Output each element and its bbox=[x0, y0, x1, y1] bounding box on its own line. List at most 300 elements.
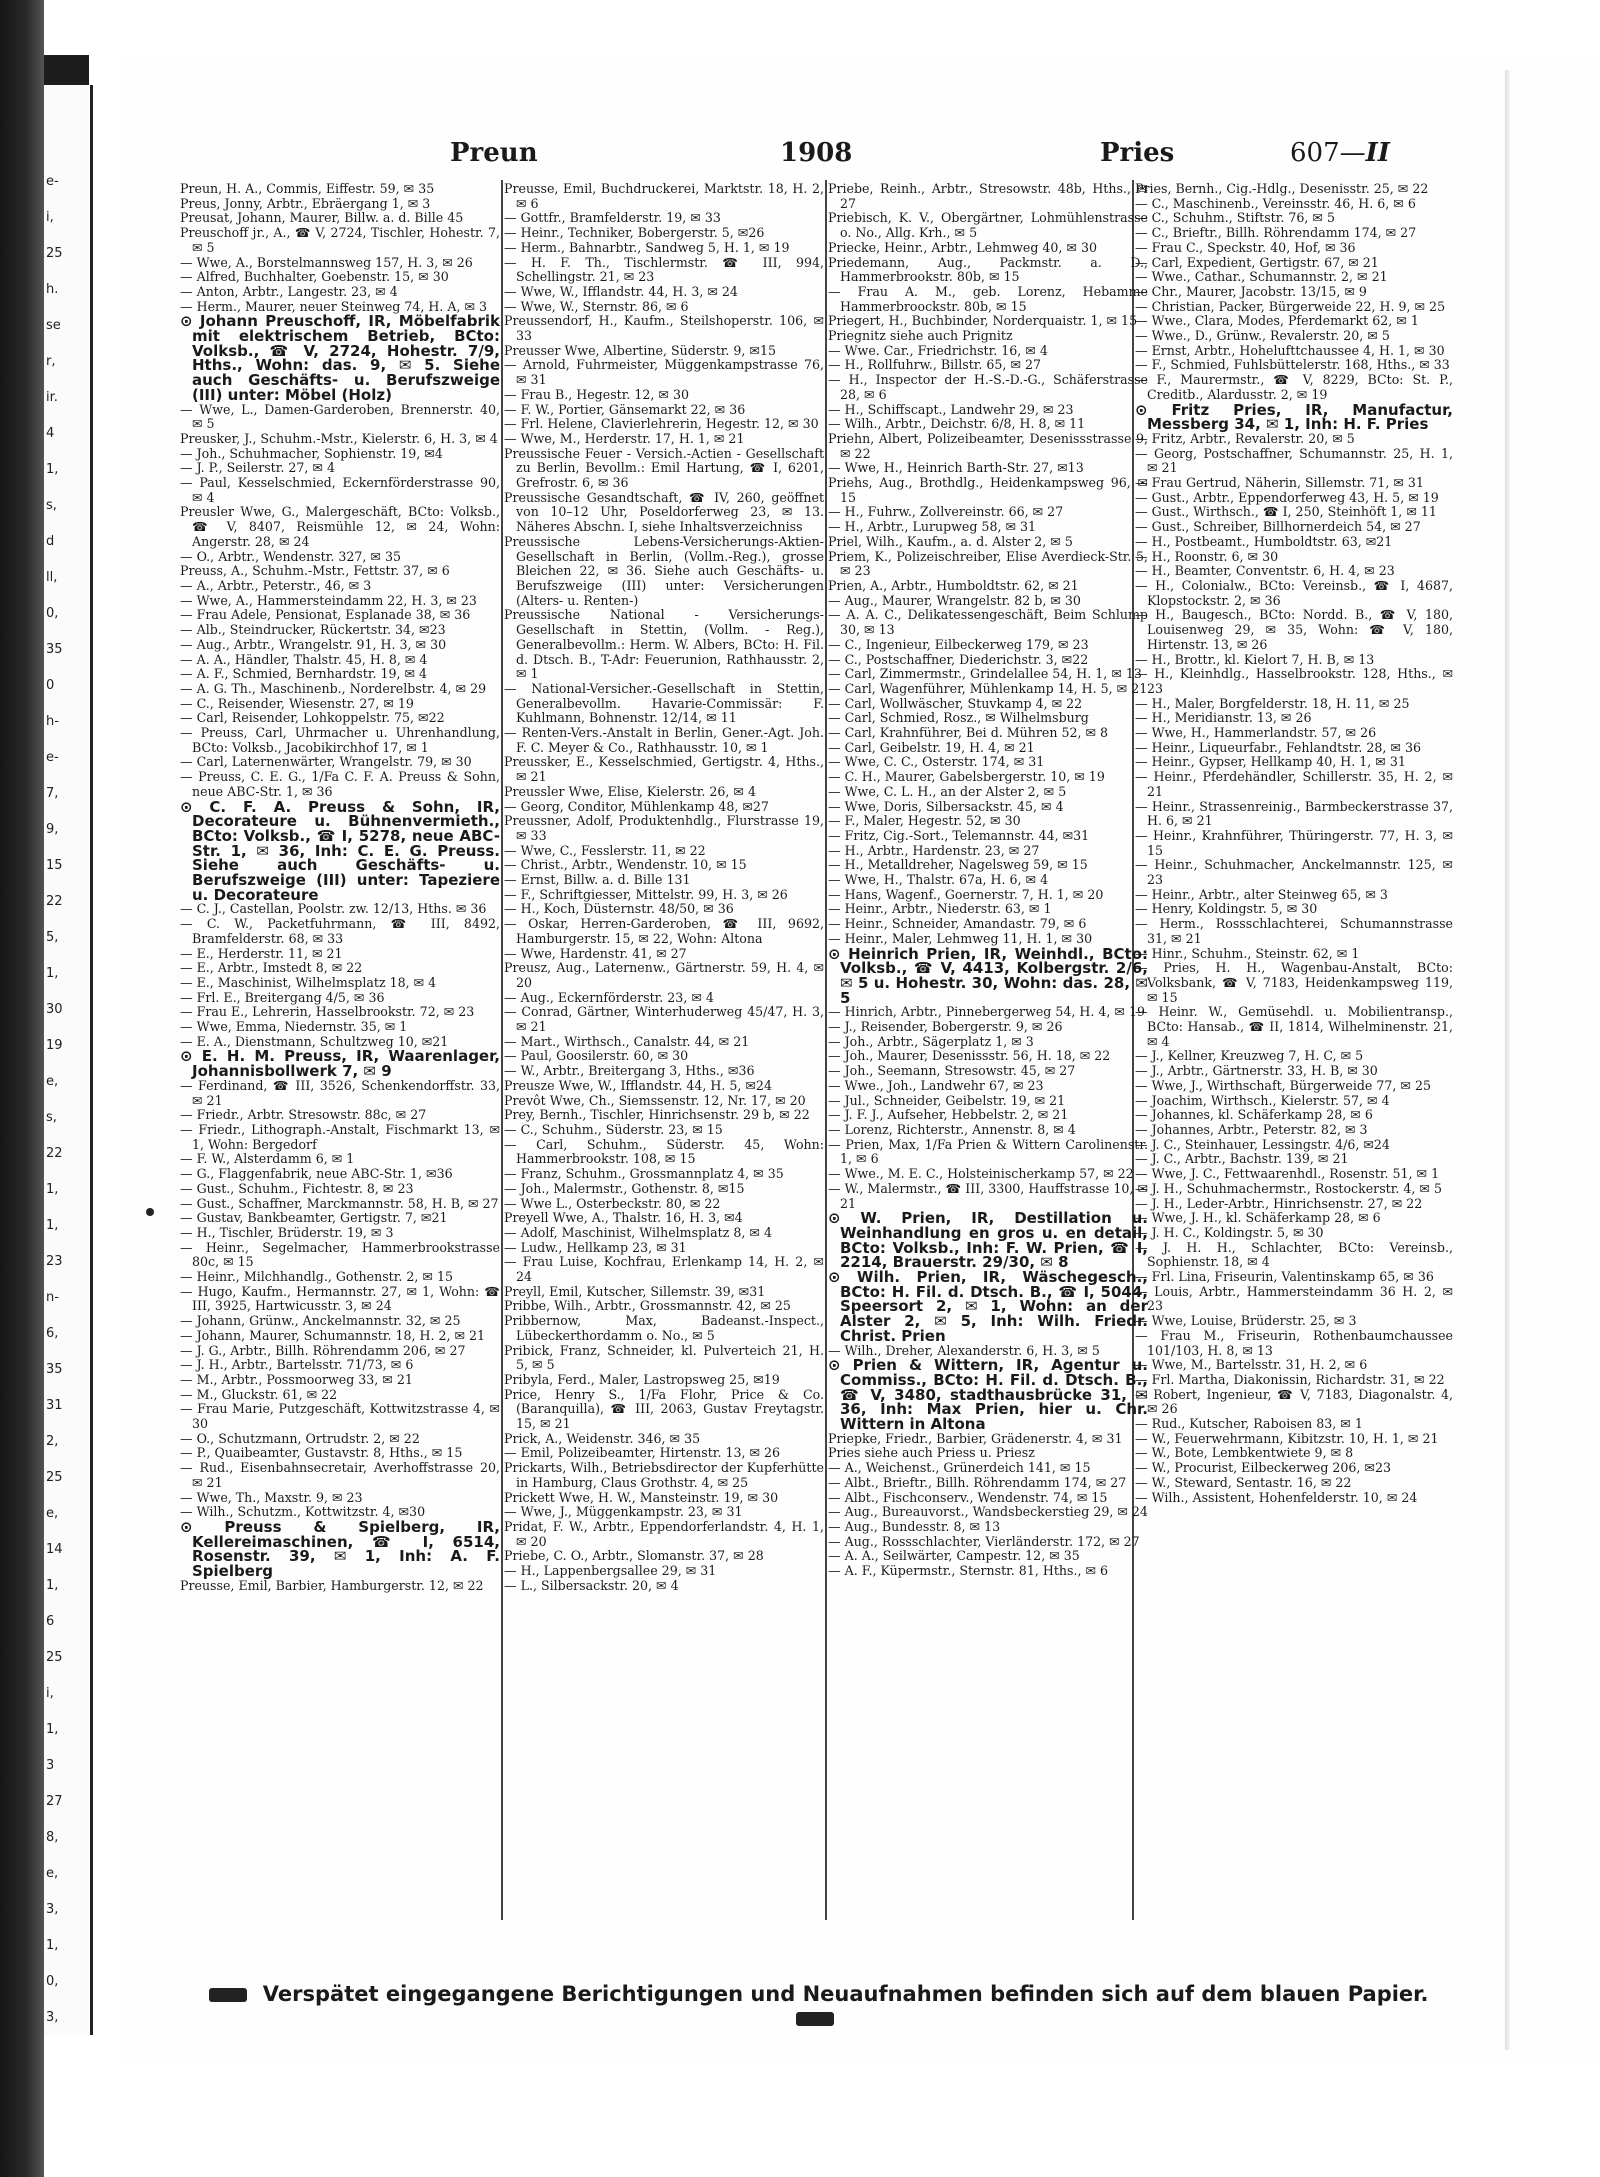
directory-entry: — J. G., Arbtr., Billh. Röhrendamm 206, ✉ 27 bbox=[180, 1342, 466, 1358]
gutter-fragment: d bbox=[46, 534, 55, 549]
directory-entry: Priedemann, Aug., Packmstr. a. D., Hammerbrookstr. 80b, ✉ 15 bbox=[828, 254, 1148, 285]
directory-entry: — J. H. H., Schlachter, BCto: Vereinsb., Sophienstr. 18, ✉ 4 bbox=[1135, 1239, 1453, 1270]
gutter-fragment: 6 bbox=[46, 1614, 55, 1629]
header-page-number: 607—II bbox=[1290, 138, 1390, 168]
directory-entry: — C., Reisender, Wiesenstr. 27, ✉ 19 bbox=[180, 695, 414, 711]
directory-entry: — Wwe, Doris, Silbersackstr. 45, ✉ 4 bbox=[828, 798, 1064, 814]
gutter-fragment: e, bbox=[46, 1506, 59, 1521]
ink-dot bbox=[146, 1208, 154, 1216]
directory-entry: ⊙ Wilh. Prien, IR, Wäschegesch., BCto: H. Fil. d. Dtsch. B., ☎ I, 5044, Speersort 2, ✉ 1, Wohn: an der Alster 2, ✉ 5, Inh: Wilh. Friedr. Christ. Prien bbox=[828, 1268, 1148, 1345]
directory-entry: — Wwe., Cathar., Schumannstr. 2, ✉ 21 bbox=[1135, 269, 1388, 285]
directory-entry: Preussker, E., Kesselschmied, Gertigstr. 4, Hths., ✉ 21 bbox=[504, 754, 824, 785]
directory-entry: — A., Arbtr., Peterstr., 46, ✉ 3 bbox=[180, 577, 372, 593]
directory-entry: — Wwe, J., Müggenkampstr. 23, ✉ 31 bbox=[504, 1504, 743, 1520]
directory-entry: Preyell Wwe, A., Thalstr. 16, H. 3, ✉4 bbox=[504, 1210, 743, 1226]
directory-entry: — Wwe, Emma, Niedernstr. 35, ✉ 1 bbox=[180, 1019, 408, 1035]
directory-entry: Preusz, Aug., Laternenw., Gärtnerstr. 59, H. 4, ✉ 20 bbox=[504, 960, 824, 990]
gutter-fragment: h. bbox=[46, 282, 59, 297]
directory-entry: — Fritz, Arbtr., Revalerstr. 20, ✉ 5 bbox=[1135, 430, 1355, 446]
pointing-hand-icon bbox=[796, 2012, 834, 2026]
directory-entry: Preussische National - Versicherungs-Gesellschaft in Stettin, (Vollm. - Reg.), Generalbevollm.: Herm. W. Albers, BCto: H. Fil. d. Dtsch. B., T-Adr: Feuerunion, Rathhausstr. 2, ✉ 1 bbox=[504, 607, 824, 682]
directory-entry: — Heinr. W., Gemüsehdl. u. Mobilientransp., BCto: Hansab., ☎ II, 1814, Wilhelminenstr. 21, ✉ 4 bbox=[1135, 1004, 1453, 1049]
directory-entry: Prick, A., Weidenstr. 346, ✉ 35 bbox=[504, 1430, 701, 1446]
directory-column-2 bbox=[504, 182, 824, 1902]
directory-entry: Priegnitz siehe auch Prignitz bbox=[828, 328, 1013, 344]
directory-entry: — Gottfr., Bramfelderstr. 19, ✉ 33 bbox=[504, 210, 721, 226]
gutter-fragment: 25 bbox=[46, 246, 63, 261]
directory-entry: — Carl, Reisender, Lohkoppelstr. 75, ✉22 bbox=[180, 710, 445, 726]
gutter-fragment: 8, bbox=[46, 1830, 59, 1845]
directory-entry: — Alb., Steindrucker, Rückertstr. 34, ✉23 bbox=[180, 622, 446, 638]
directory-entry: — Frau M., Friseurin, Rothenbaumchaussee 101/103, H. 8, ✉ 13 bbox=[1135, 1327, 1453, 1358]
gutter-fragment: e- bbox=[46, 174, 59, 189]
directory-entry: — Frl. E., Breitergang 4/5, ✉ 36 bbox=[180, 989, 385, 1005]
directory-entry: ⊙ Johann Preuschoff, IR, Möbelfabrik mit elektrischem Betrieb, BCto: Volksb., ☎ V, 2724, Hohestr. 7/9, Hths., Wohn: das. 9, ✉ 5. Siehe auch Geschäfts- u. Berufszweige (III) unter: Möbel (Holz) bbox=[180, 312, 500, 404]
column-rule bbox=[501, 180, 503, 1920]
directory-entry: — A. F., Küpermstr., Sternstr. 81, Hths., ✉ 6 bbox=[828, 1563, 1109, 1579]
directory-entry: — A. A., Seilwärter, Campestr. 12, ✉ 35 bbox=[828, 1548, 1080, 1564]
directory-entry: — Hans, Wagenf., Goernerstr. 7, H. 1, ✉ 20 bbox=[828, 886, 1104, 902]
directory-entry: — Heinr., Strassenreinig., Barmbeckerstrasse 37, H. 6, ✉ 21 bbox=[1135, 798, 1453, 829]
gutter-fragment: 9, bbox=[46, 822, 59, 837]
directory-entry: — H., Inspector der H.-S.-D.-G., Schäferstrasse 28, ✉ 6 bbox=[828, 372, 1148, 402]
directory-entry: — Frau E., Lehrerin, Hasselbrookstr. 72, ✉ 23 bbox=[180, 1004, 475, 1020]
directory-entry: — Wwe, C. C., Osterstr. 174, ✉ 31 bbox=[828, 754, 1045, 770]
directory-entry: — J., Kellner, Kreuzweg 7, H. C, ✉ 5 bbox=[1135, 1048, 1364, 1064]
directory-entry: Priehn, Albert, Polizeibeamter, Desenissstrasse 9, ✉ 22 bbox=[828, 430, 1148, 461]
directory-entry: — E. A., Dienstmann, Schultzweg 10, ✉21 bbox=[180, 1033, 449, 1049]
directory-entry: — J. H. C., Koldingstr. 5, ✉ 30 bbox=[1135, 1224, 1324, 1240]
directory-entry: — H., Koch, Düsternstr. 48/50, ✉ 36 bbox=[504, 901, 734, 917]
directory-entry: — J. P., Seilerstr. 27, ✉ 4 bbox=[180, 460, 335, 476]
previous-page-edge bbox=[44, 85, 93, 2035]
gutter-fragment: se bbox=[46, 318, 61, 333]
directory-entry: Priel, Wilh., Kaufm., a. d. Alster 2, ✉ 5 bbox=[828, 533, 1073, 549]
directory-entry: Preussler Wwe, Elise, Kielerstr. 26, ✉ 4 bbox=[504, 783, 756, 799]
directory-entry: Preussendorf, H., Kaufm., Steilshoperstr. 106, ✉ 33 bbox=[504, 313, 824, 344]
directory-entry: — Wwe, L., Damen-Garderoben, Brennerstr. 40, ✉ 5 bbox=[180, 401, 500, 432]
directory-entry: — Wwe, M., Herderstr. 17, H. 1, ✉ 21 bbox=[504, 430, 745, 446]
directory-entry: — Christian, Packer, Bürgerweide 22, H. 9, ✉ 25 bbox=[1135, 298, 1446, 314]
directory-entry: — Wilh., Assistent, Hohenfelderstr. 10, ✉ 24 bbox=[1135, 1489, 1418, 1505]
directory-entry: ⊙ Fritz Pries, IR, Manufactur, Messberg 34, ✉ 1, Inh: H. F. Pries bbox=[1135, 400, 1453, 434]
directory-entry: ⊙ Prien & Wittern, IR, Agentur u. Commiss., BCto: H. Fil. d. Dtsch. B., ☎ V, 3480, stadthausbrücke 31, ✉ 36, Inh: Max Prien, hier u. Chr. Wittern in Altona bbox=[828, 1356, 1148, 1434]
gutter-fragment: 35 bbox=[46, 1362, 63, 1377]
directory-entry: — H., Arbtr., Lurupweg 58, ✉ 31 bbox=[828, 519, 1037, 535]
directory-entry: — H., Brottr., kl. Kielort 7, H. B, ✉ 13 bbox=[1135, 651, 1375, 667]
directory-entry: — Gust., Schuhm., Fichtestr. 8, ✉ 23 bbox=[180, 1180, 414, 1196]
gutter-fragment: 0, bbox=[46, 606, 59, 621]
gutter-fragment: h- bbox=[46, 714, 59, 729]
gutter-fragment: e, bbox=[46, 1074, 59, 1089]
directory-entry: — Friedr., Arbtr. Stresowstr. 88c, ✉ 27 bbox=[180, 1107, 427, 1123]
directory-entry: — Wwe, A., Borstelmannsweg 157, H. 3, ✉ 26 bbox=[180, 254, 473, 270]
directory-entry: Preyll, Emil, Kutscher, Sillemstr. 39, ✉31 bbox=[504, 1283, 766, 1299]
gutter-fragment: 7, bbox=[46, 786, 59, 801]
directory-entry: — Rud., Kutscher, Raboisen 83, ✉ 1 bbox=[1135, 1416, 1363, 1432]
gutter-fragment: r, bbox=[46, 354, 56, 369]
directory-entry: Prien, A., Arbtr., Humboldtstr. 62, ✉ 21 bbox=[828, 577, 1079, 593]
gutter-fragment: e- bbox=[46, 750, 59, 765]
directory-entry: — Carl, Expedient, Gertigstr. 67, ✉ 21 bbox=[1135, 254, 1379, 270]
directory-entry: — Hugo, Kaufm., Hermannstr. 27, ✉ 1, Wohn: ☎ III, 3925, Hartwicusstr. 3, ✉ 24 bbox=[180, 1283, 500, 1314]
pointing-hand-icon bbox=[209, 1988, 247, 2002]
directory-entry: — J., Reisender, Bobergerstr. 9, ✉ 26 bbox=[828, 1019, 1063, 1035]
directory-entry: — Wwe., Joh., Landwehr 67, ✉ 23 bbox=[828, 1077, 1044, 1093]
directory-entry: — J. H., Schuhmachermstr., Rostockerstr. 4, ✉ 5 bbox=[1135, 1180, 1442, 1196]
gutter-fragment: 19 bbox=[46, 1038, 63, 1053]
directory-entry: — Heinr., Arbtr., Niederstr. 63, ✉ 1 bbox=[828, 901, 1052, 917]
directory-entry: — L., Silbersackstr. 20, ✉ 4 bbox=[504, 1577, 679, 1593]
directory-entry: — Joh., Schuhmacher, Sophienstr. 19, ✉4 bbox=[180, 445, 443, 461]
directory-entry: — Aug., Eckernförderstr. 23, ✉ 4 bbox=[504, 989, 714, 1005]
page-edge-shadow bbox=[1505, 70, 1511, 2050]
directory-entry: — Gust., Schaffner, Marckmannstr. 58, H. B, ✉ 27 bbox=[180, 1195, 499, 1211]
gutter-fragment: 1, bbox=[46, 462, 59, 477]
directory-entry: — Heinr., Techniker, Bobergerstr. 5, ✉26 bbox=[504, 225, 765, 241]
directory-entry: — Wwe L., Osterbeckstr. 80, ✉ 22 bbox=[504, 1195, 721, 1211]
gutter-fragment: 0 bbox=[46, 678, 55, 693]
directory-entry: — Christ., Arbtr., Wendenstr. 10, ✉ 15 bbox=[504, 857, 747, 873]
directory-entry: — H., Fuhrw., Zollvereinstr. 66, ✉ 27 bbox=[828, 504, 1064, 520]
directory-entry: — E., Maschinist, Wilhelmsplatz 18, ✉ 4 bbox=[180, 974, 437, 990]
directory-entry: — Wwe, C., Fesslerstr. 11, ✉ 22 bbox=[504, 842, 706, 858]
header-year: 1908 bbox=[780, 138, 853, 168]
directory-entry: Price, Henry S., 1/Fa Flohr, Price & Co. (Baranquilla), ☎ III, 2063, Gustav Freytagstr. 15, ✉ 21 bbox=[504, 1386, 824, 1432]
directory-entry: — Herm., Maurer, neuer Steinweg 74, H. A, ✉ 3 bbox=[180, 298, 488, 314]
gutter-fragment: i, bbox=[46, 1686, 54, 1701]
directory-entry: — C., Brieftr., Billh. Röhrendamm 174, ✉ 27 bbox=[1135, 225, 1417, 241]
directory-entry: — C., Postschaffner, Diederichstr. 3, ✉22 bbox=[828, 651, 1089, 667]
directory-entry: — Johann, Maurer, Schumannstr. 18, H. 2, ✉ 21 bbox=[180, 1327, 486, 1343]
directory-entry: ⊙ W. Prien, IR, Destillation u. Weinhandlung en gros u. en detail, BCto: Volksb., Inh: F. W. Prien, ☎ I, 2214, Brauerstr. 29/30, ✉ 8 bbox=[828, 1209, 1148, 1272]
gutter-fragment: 23 bbox=[46, 1254, 63, 1269]
gutter-fragment: 4 bbox=[46, 426, 55, 441]
directory-entry: — Wwe, Hardenstr. 41, ✉ 27 bbox=[504, 945, 687, 961]
directory-entry: — Wwe, A., Hammersteindamm 22, H. 3, ✉ 23 bbox=[180, 592, 477, 608]
directory-entry: — Frl. Lina, Friseurin, Valentinskamp 65, ✉ 36 bbox=[1135, 1269, 1434, 1285]
gutter-fragment: 22 bbox=[46, 1146, 63, 1161]
page-footer bbox=[190, 1982, 1440, 2012]
directory-entry: — H., Beamter, Conventstr. 6, H. 4, ✉ 23 bbox=[1135, 563, 1395, 579]
directory-entry: — A. A., Händler, Thalstr. 45, H. 8, ✉ 4 bbox=[180, 651, 428, 667]
directory-entry: — C. W., Packetfuhrmann, ☎ III, 8492, Bramfelderstr. 68, ✉ 33 bbox=[180, 916, 500, 946]
directory-entry: — Wwe, H., Thalstr. 67a, H. 6, ✉ 4 bbox=[828, 872, 1049, 888]
gutter-fragment: ll, bbox=[46, 570, 58, 585]
directory-entry: — Ernst, Arbtr., Hohelufttchaussee 4, H. 1, ✉ 30 bbox=[1135, 342, 1445, 358]
directory-entry: — M., Arbtr., Possmoorweg 33, ✉ 21 bbox=[180, 1371, 413, 1387]
directory-entry: Pridat, F. W., Arbtr., Eppendorferlandstr. 4, H. 1, ✉ 20 bbox=[504, 1518, 824, 1549]
directory-entry: — Wwe, C. L. H., an der Alster 2, ✉ 5 bbox=[828, 783, 1067, 799]
directory-entry: — H., Schiffscapt., Landwehr 29, ✉ 23 bbox=[828, 401, 1074, 417]
directory-entry: — Frau Luise, Kochfrau, Erlenkamp 14, H. 2, ✉ 24 bbox=[504, 1254, 824, 1285]
directory-entry: — Renten-Vers.-Anstalt in Berlin, Gener.-Agt. Joh. F. C. Meyer & Co., Rathhausstr. 10, ✉ 1 bbox=[504, 725, 824, 755]
directory-entry: — Johannes, kl. Schäferkamp 28, ✉ 6 bbox=[1135, 1107, 1373, 1123]
directory-entry: — Frau Marie, Putzgeschäft, Kottwitzstrasse 4, ✉ 30 bbox=[180, 1401, 500, 1432]
directory-entry: — Wwe, H., Hammerlandstr. 57, ✉ 26 bbox=[1135, 725, 1377, 741]
directory-column-3 bbox=[828, 182, 1148, 1902]
footer-notice: Verspätet eingegangene Berichtigungen und Neuaufnahmen befinden sich auf dem blauen Papier. bbox=[262, 1982, 1429, 2006]
directory-entry: — Adolf, Maschinist, Wilhelmsplatz 8, ✉ 4 bbox=[504, 1224, 772, 1240]
directory-entry: — Emil, Polizeibeamter, Hirtenstr. 13, ✉ 26 bbox=[504, 1445, 781, 1461]
gutter-fragment: 6, bbox=[46, 1326, 59, 1341]
directory-entry: — H., Maler, Borgfelderstr. 18, H. 11, ✉ 25 bbox=[1135, 695, 1410, 711]
directory-entry: Preussner, Adolf, Produktenhdlg., Flurstrasse 19, ✉ 33 bbox=[504, 813, 824, 843]
directory-entry: — Wwe, W., Ifflandstr. 44, H. 3, ✉ 24 bbox=[504, 283, 738, 299]
directory-entry: — A. G. Th., Maschinenb., Norderelbstr. 4, ✉ 29 bbox=[180, 680, 487, 696]
directory-entry: — Joh., Malermstr., Gothenstr. 8, ✉15 bbox=[504, 1180, 745, 1196]
directory-entry: — Carl, Wagenführer, Mühlenkamp 14, H. 5, ✉ 21 bbox=[828, 680, 1148, 696]
gutter-fragment: ir. bbox=[46, 390, 58, 405]
directory-entry: Preusser Wwe, Albertine, Süderstr. 9, ✉15 bbox=[504, 342, 776, 358]
directory-entry: — M., Gluckstr. 61, ✉ 22 bbox=[180, 1386, 338, 1402]
directory-entry: — Frau C., Speckstr. 40, Hof, ✉ 36 bbox=[1135, 239, 1356, 255]
directory-entry: — Wilh., Schutzm., Kottwitzstr. 4, ✉30 bbox=[180, 1504, 426, 1520]
directory-entry: — Heinr., Pferdehändler, Schillerstr. 35, H. 2, ✉ 21 bbox=[1135, 769, 1453, 799]
directory-entry: — H., Lappenbergsallee 29, ✉ 31 bbox=[504, 1563, 717, 1579]
directory-entry: — Gust., Wirthsch., ☎ I, 250, Steinhöft 1, ✉ 11 bbox=[1135, 504, 1437, 520]
directory-entry: Priebisch, K. V., Obergärtner, Lohmühlenstrasse o. No., Allg. Krh., ✉ 5 bbox=[828, 210, 1148, 241]
directory-entry: — Paul, Kesselschmied, Eckernförderstrasse 90, ✉ 4 bbox=[180, 475, 500, 505]
gutter-fragment: 1, bbox=[46, 1578, 59, 1593]
directory-entry: — W., Bote, Lembkentwiete 9, ✉ 8 bbox=[1135, 1445, 1354, 1461]
directory-entry: — C., Schuhm., Stiftstr. 76, ✉ 5 bbox=[1135, 210, 1335, 226]
directory-entry: — W., Feuerwehrmann, Kibitzstr. 10, H. 1, ✉ 21 bbox=[1135, 1430, 1439, 1446]
directory-entry: Preus, Jonny, Arbtr., Ebräergang 1, ✉ 3 bbox=[180, 195, 431, 211]
directory-entry: Preussische Lebens-Versicherungs-Aktien-Gesellschaft in Berlin, (Vollm.-Reg.), grosse Bleichen 22, ✉ 36. Siehe auch Geschäfts- u. Berufszweige (III) unter: Versicherungen (Alters- u. Renten-) bbox=[504, 533, 824, 608]
directory-entry: — Hinr., Schuhm., Steinstr. 62, ✉ 1 bbox=[1135, 945, 1360, 961]
directory-entry: — Herm., Bahnarbtr., Sandweg 5, H. 1, ✉ 19 bbox=[504, 239, 790, 255]
directory-entry: Preusler Wwe, G., Malergeschäft, BCto: Volksb., ☎ V, 8407, Reismühle 12, ✉ 24, Wohn: Angerstr. 28, ✉ 24 bbox=[180, 504, 500, 549]
directory-entry: — Prien, Max, 1/Fa Prien & Wittern Carolinenstr. 1, ✉ 6 bbox=[828, 1136, 1148, 1167]
directory-entry: — Alfred, Buchhalter, Goebenstr. 15, ✉ 30 bbox=[180, 269, 449, 285]
gutter-fragment: 27 bbox=[46, 1794, 63, 1809]
directory-entry: — Carl, Laternenwärter, Wrangelstr. 79, ✉ 30 bbox=[180, 754, 472, 770]
gutter-fragment: i, bbox=[46, 210, 54, 225]
directory-entry: — Wilh., Arbtr., Deichstr. 6/8, H. 8, ✉ 11 bbox=[828, 416, 1086, 432]
gutter-fragment: 2, bbox=[46, 1434, 59, 1449]
directory-entry: — Ernst, Billw. a. d. Bille 131 bbox=[504, 872, 691, 888]
directory-entry: — Carl, Geibelstr. 19, H. 4, ✉ 21 bbox=[828, 739, 1035, 755]
directory-entry: — Herm., Rossschlachterei, Schumannstrasse 31, ✉ 21 bbox=[1135, 916, 1453, 946]
directory-entry: — Mart., Wirthsch., Canalstr. 44, ✉ 21 bbox=[504, 1033, 750, 1049]
directory-entry: — C. J., Castellan, Poolstr. zw. 12/13, Hths. ✉ 36 bbox=[180, 901, 487, 917]
header-first-name: Preun bbox=[450, 138, 538, 168]
directory-entry: — Joachim, Wirthsch., Kielerstr. 57, ✉ 4 bbox=[1135, 1092, 1390, 1108]
directory-entry: — Henry, Koldingstr. 5, ✉ 30 bbox=[1135, 901, 1318, 917]
directory-entry: — Johann, Grünw., Anckelmannstr. 32, ✉ 25 bbox=[180, 1313, 461, 1329]
directory-entry: — H., Rollfuhrw., Billstr. 65, ✉ 27 bbox=[828, 357, 1042, 373]
directory-entry: — Hinrich, Arbtr., Pinnebergerweg 54, H. 4, ✉ 19 bbox=[828, 1004, 1145, 1020]
directory-entry: — E., Arbtr., Imstedt 8, ✉ 22 bbox=[180, 960, 363, 976]
gutter-fragment: 1, bbox=[46, 1938, 59, 1953]
gutter-fragment: 31 bbox=[46, 1398, 63, 1413]
gutter-fragment: 3, bbox=[46, 2010, 59, 2025]
directory-entry: — W., Procurist, Eilbeckerweg 206, ✉23 bbox=[1135, 1460, 1392, 1476]
directory-entry: — Georg, Postschaffner, Schumannstr. 25, H. 1, ✉ 21 bbox=[1135, 445, 1453, 476]
gutter-fragment: 22 bbox=[46, 894, 63, 909]
directory-entry: — H., Tischler, Brüderstr. 19, ✉ 3 bbox=[180, 1224, 394, 1240]
directory-entry: — Carl, Wollwäscher, Stuvkamp 4, ✉ 22 bbox=[828, 695, 1083, 711]
directory-entry: Priebe, Reinh., Arbtr., Stresowstr. 48b, Hths., ✉ 27 bbox=[828, 182, 1148, 211]
directory-entry: — Wwe., Clara, Modes, Pferdemarkt 62, ✉ 1 bbox=[1135, 313, 1419, 329]
directory-entry: — Friedr., Lithograph.-Anstalt, Fischmarkt 13, ✉ 1, Wohn: Bergedorf bbox=[180, 1122, 500, 1152]
directory-entry: — Frau B., Hegestr. 12, ✉ 30 bbox=[504, 386, 689, 402]
directory-entry: — Wwe., D., Grünw., Revalerstr. 20, ✉ 5 bbox=[1135, 328, 1390, 344]
directory-entry: — Georg, Conditor, Mühlenkamp 48, ✉27 bbox=[504, 798, 769, 814]
directory-entry: — H., Kleinhdlg., Hasselbrookstr. 128, Hths., ✉ 23 bbox=[1135, 666, 1453, 696]
directory-entry: — Heinr., Arbtr., alter Steinweg 65, ✉ 3 bbox=[1135, 886, 1388, 902]
directory-entry: — Preuss, Carl, Uhrmacher u. Uhrenhandlung, BCto: Volksb., Jacobikirchhof 17, ✉ 1 bbox=[180, 725, 500, 755]
directory-entry: Priegert, H., Buchbinder, Norderquaistr. 1, ✉ 15 bbox=[828, 313, 1138, 329]
directory-entry: — J. H., Leder-Arbtr., Hinrichsenstr. 27, ✉ 22 bbox=[1135, 1195, 1423, 1211]
directory-entry: — Wwe. Car., Friedrichstr. 16, ✉ 4 bbox=[828, 342, 1048, 358]
gutter-fragment: 1, bbox=[46, 1182, 59, 1197]
directory-entry: — J. F. J., Aufseher, Hebbelstr. 2, ✉ 21 bbox=[828, 1107, 1069, 1123]
gutter-fragment: s, bbox=[46, 498, 57, 513]
directory-entry: — Frl. Helene, Clavierlehrerin, Hegestr. 12, ✉ 30 bbox=[504, 416, 819, 432]
directory-entry: — Heinr., Krahnführer, Thüringerstr. 77, H. 3, ✉ 15 bbox=[1135, 827, 1453, 858]
directory-entry: — Lorenz, Richterstr., Annenstr. 8, ✉ 4 bbox=[828, 1122, 1076, 1137]
directory-entry: — Ferdinand, ☎ III, 3526, Schenkendorffstr. 33, ✉ 21 bbox=[180, 1077, 500, 1108]
directory-entry: — Carl, Schmied, Rosz., ✉ Wilhelmsburg bbox=[828, 710, 1089, 726]
directory-entry: — J. H., Arbtr., Bartelsstr. 71/73, ✉ 6 bbox=[180, 1357, 414, 1373]
directory-entry: — Ludw., Hellkamp 23, ✉ 31 bbox=[504, 1239, 687, 1255]
directory-entry: — Wwe, J. C., Fettwaarenhdl., Rosenstr. 51, ✉ 1 bbox=[1135, 1166, 1440, 1182]
directory-entry: — Pries, H. H., Wagenbau-Anstalt, BCto: Volksbank, ☎ V, 7183, Heidenkampsweg 119, ✉ 15 bbox=[1135, 960, 1453, 1005]
directory-entry: — H. F. Th., Tischlermstr. ☎ III, 994, Schellingstr. 21, ✉ 23 bbox=[504, 254, 824, 285]
directory-entry: Preusze Wwe, W., Ifflandstr. 44, H. 5, ✉24 bbox=[504, 1077, 772, 1093]
gutter-fragment: 25 bbox=[46, 1650, 63, 1665]
directory-entry: — G., Flaggenfabrik, neue ABC-Str. 1, ✉36 bbox=[180, 1166, 453, 1182]
gutter-fragment: n- bbox=[46, 1290, 59, 1305]
directory-entry: ⊙ Preuss & Spielberg, IR, Kellereimaschinen, ☎ I, 6514, Rosenstr. 39, ✉ 1, Inh: A. F. Spielberg bbox=[180, 1517, 500, 1581]
directory-entry: Priebe, C. O., Arbtr., Slomanstr. 37, ✉ 28 bbox=[504, 1548, 764, 1564]
directory-entry: — Heinr., Schneider, Amandastr. 79, ✉ 6 bbox=[828, 916, 1087, 932]
directory-entry: — H., Postbeamt., Humboldtstr. 63, ✉21 bbox=[1135, 533, 1393, 549]
directory-entry: Preuschoff jr., A., ☎ V, 2724, Tischler, Hohestr. 7, ✉ 5 bbox=[180, 225, 500, 255]
directory-entry: — F., Schmied, Fuhlsbüttelerstr. 168, Hths., ✉ 33 bbox=[1135, 357, 1450, 373]
directory-entry: — Joh., Arbtr., Sägerplatz 1, ✉ 3 bbox=[828, 1033, 1034, 1049]
directory-entry: Pribbernow, Max, Badeanst.-Inspect., Lübeckerthordamm o. No., ✉ 5 bbox=[504, 1313, 824, 1343]
directory-entry: — Heinr., Gypser, Hellkamp 40, H. 1, ✉ 31 bbox=[1135, 754, 1406, 770]
directory-entry: — Rud., Eisenbahnsecretair, Averhoffstrasse 20, ✉ 21 bbox=[180, 1460, 500, 1490]
gutter-fragment: 3 bbox=[46, 1758, 55, 1773]
gutter-fragment: 1, bbox=[46, 966, 59, 981]
gutter-fragment: 15 bbox=[46, 858, 63, 873]
header-last-name: Pries bbox=[1100, 138, 1175, 168]
directory-entry: — Paul, Goosilerstr. 60, ✉ 30 bbox=[504, 1048, 689, 1064]
directory-entry: Priepke, Friedr., Barbier, Grädenerstr. 4, ✉ 31 bbox=[828, 1430, 1123, 1446]
directory-entry: — Albt., Fischconserv., Wendenstr. 74, ✉ 15 bbox=[828, 1489, 1108, 1505]
gutter-fragment: e, bbox=[46, 1866, 59, 1881]
directory-entry: — Anton, Arbtr., Langestr. 23, ✉ 4 bbox=[180, 283, 398, 299]
directory-entry: — P., Quaibeamter, Gustavstr. 8, Hths., ✉ 15 bbox=[180, 1445, 463, 1461]
page-header bbox=[180, 138, 1440, 178]
directory-entry: — Chr., Maurer, Jacobstr. 13/15, ✉ 9 bbox=[1135, 283, 1367, 299]
binding-tab bbox=[44, 55, 89, 85]
directory-entry: — Carl, Schuhm., Süderstr. 45, Wohn: Hammerbrookstr. 108, ✉ 15 bbox=[504, 1136, 824, 1167]
directory-entry: Prickett Wwe, H. W., Mansteinstr. 19, ✉ 30 bbox=[504, 1489, 779, 1505]
directory-entry: ⊙ E. H. M. Preuss, IR, Waarenlager, Johannisbollwerk 7, ✉ 9 bbox=[180, 1047, 500, 1081]
directory-entry: Preusat, Johann, Maurer, Billw. a. d. Bille 45 bbox=[180, 210, 464, 226]
directory-entry: — Joh., Seemann, Stresowstr. 45, ✉ 27 bbox=[828, 1063, 1076, 1079]
directory-entry: — Johannes, Arbtr., Peterstr. 82, ✉ 3 bbox=[1135, 1122, 1368, 1137]
directory-entry: — O., Schutzmann, Ortrudstr. 2, ✉ 22 bbox=[180, 1430, 420, 1446]
gutter-fragment: 5, bbox=[46, 930, 59, 945]
directory-entry: — Aug., Bureauvorst., Wandsbeckerstieg 29, ✉ 24 bbox=[828, 1504, 1148, 1520]
directory-entry: — Wwe, Th., Maxstr. 9, ✉ 23 bbox=[180, 1489, 363, 1505]
directory-entry: — National-Versicher.-Gesellschaft in Stettin, Generalbevollm. Havarie-Commissär: F. Kuhlmann, Bohnenstr. 12/14, ✉ 11 bbox=[504, 680, 824, 726]
directory-entry: — Carl, Krahnführer, Bei d. Mühren 52, ✉ 8 bbox=[828, 725, 1109, 741]
directory-entry: — C., Schuhm., Süderstr. 23, ✉ 15 bbox=[504, 1122, 723, 1137]
directory-entry: — Wwe, J., Wirthschaft, Bürgerweide 77, ✉ 25 bbox=[1135, 1077, 1431, 1093]
gutter-fragment: 3, bbox=[46, 1902, 59, 1917]
directory-entry: — Wilh., Dreher, Alexanderstr. 6, H. 3, ✉ 5 bbox=[828, 1342, 1100, 1358]
directory-entry: — Aug., Bundesstr. 8, ✉ 13 bbox=[828, 1518, 1001, 1534]
directory-entry: — H., Colonialw., BCto: Vereinsb., ☎ I, 4687, Klopstockstr. 2, ✉ 36 bbox=[1135, 577, 1453, 608]
directory-entry: Preusse, Emil, Buchdruckerei, Marktstr. 18, H. 2, ✉ 6 bbox=[504, 182, 824, 211]
directory-entry: — Louis, Arbtr., Hammersteindamm 36 H. 2, ✉ 23 bbox=[1135, 1283, 1453, 1314]
directory-entry: ⊙ Heinrich Prien, IR, Weinhdl., BCto: Volksb., ☎ V, 4413, Kolbergstr. 2/6, ✉ 5 u. Hohestr. 30, Wohn: das. 28, ✉ 5 bbox=[828, 944, 1148, 1007]
directory-column-1 bbox=[180, 182, 500, 1902]
directory-entry: Priehs, Aug., Brothdlg., Heidenkampsweg 96, ✉ 15 bbox=[828, 475, 1148, 505]
directory-entry: Preun, H. A., Commis, Eiffestr. 59, ✉ 35 bbox=[180, 182, 435, 196]
directory-entry: ⊙ C. F. A. Preuss & Sohn, IR, Decorateure u. Bühnenvermieth., BCto: Volksb., ☎ I, 5278, neue ABC-Str. 1, ✉ 36, Inh: C. E. G. Preuss. Siehe auch Geschäfts- u. Berufszweige (III) unter: Tapeziere u. Decorateure bbox=[180, 797, 500, 904]
directory-entry: — F., Maler, Hegestr. 52, ✉ 30 bbox=[828, 813, 1021, 829]
directory-entry: — Wwe, M., Bartelsstr. 31, H. 2, ✉ 6 bbox=[1135, 1357, 1368, 1373]
directory-entry: — Frau Adele, Pensionat, Esplanade 38, ✉ 36 bbox=[180, 607, 471, 623]
directory-entry: — Arnold, Fuhrmeister, Müggenkampstrasse 76, ✉ 31 bbox=[504, 357, 824, 388]
directory-entry: — Heinr., Segelmacher, Hammerbrookstrasse 80c, ✉ 15 bbox=[180, 1239, 500, 1270]
directory-entry: Preusker, J., Schuhm.-Mstr., Kielerstr. 6, H. 3, ✉ 4 bbox=[180, 430, 498, 446]
gutter-fragment: s, bbox=[46, 1110, 57, 1125]
directory-entry: — A., Weichenst., Grünerdeich 141, ✉ 15 bbox=[828, 1460, 1091, 1476]
directory-column-4 bbox=[1135, 182, 1453, 1902]
directory-entry: — Heinr., Maler, Lehmweg 11, H. 1, ✉ 30 bbox=[828, 930, 1093, 946]
directory-entry: — Frau Gertrud, Näherin, Sillemstr. 71, ✉ 31 bbox=[1135, 475, 1424, 491]
directory-entry: — C., Ingenieur, Eilbeckerweg 179, ✉ 23 bbox=[828, 636, 1089, 652]
directory-entry: — Aug., Rossschlachter, Vierländerstr. 172, ✉ 27 bbox=[828, 1533, 1140, 1549]
directory-entry: — Heinr., Liqueurfabr., Fehlandtstr. 28, ✉ 36 bbox=[1135, 739, 1422, 755]
directory-entry: — Fritz, Cig.-Sort., Telemannstr. 44, ✉31 bbox=[828, 827, 1090, 843]
directory-entry: — Albt., Brieftr., Billh. Röhrendamm 174, ✉ 27 bbox=[828, 1474, 1127, 1490]
directory-entry: — A. F., Schmied, Bernhardstr. 19, ✉ 4 bbox=[180, 666, 428, 682]
directory-entry: — Wwe, H., Heinrich Barth-Str. 27, ✉13 bbox=[828, 460, 1084, 476]
gutter-fragment: 1, bbox=[46, 1218, 59, 1233]
directory-entry: Preussische Gesandtschaft, ☎ IV, 260, geöffnet von 10–12 Uhr, Poseldorferweg 23, ✉ 13. Näheres Abschn. I, siehe Inhaltsverzeichniss bbox=[504, 489, 824, 535]
directory-entry: Prevôt Wwe, Ch., Siemssenstr. 12, Nr. 17, ✉ 20 bbox=[504, 1092, 806, 1108]
directory-entry: — Jul., Schneider, Geibelstr. 19, ✉ 21 bbox=[828, 1092, 1066, 1108]
directory-entry: — Wwe., M. E. C., Holsteinischerkamp 57, ✉ 22 bbox=[828, 1166, 1134, 1182]
directory-entry: — Conrad, Gärtner, Winterhuderweg 45/47, H. 3, ✉ 21 bbox=[504, 1004, 824, 1035]
directory-entry: — J. C., Arbtr., Bachstr. 139, ✉ 21 bbox=[1135, 1151, 1349, 1167]
directory-entry: Prey, Bernh., Tischler, Hinrichsenstr. 29 b, ✉ 22 bbox=[504, 1107, 810, 1123]
directory-entry: — C., Maschinenb., Vereinsstr. 46, H. 6, ✉ 6 bbox=[1135, 195, 1416, 211]
directory-entry: Pribick, Franz, Schneider, kl. Pulverteich 21, H. 5, ✉ 5 bbox=[504, 1342, 824, 1373]
directory-entry: — Frl. Martha, Diakonissin, Richardstr. 31, ✉ 22 bbox=[1135, 1371, 1445, 1387]
directory-entry: — Gust., Schreiber, Billhornerdeich 54, ✉ 27 bbox=[1135, 519, 1421, 535]
directory-entry: — Frau A. M., geb. Lorenz, Hebamme Hammerbroockstr. 80b, ✉ 15 bbox=[828, 283, 1148, 314]
directory-entry: Preusse, Emil, Barbier, Hamburgerstr. 12, ✉ 22 bbox=[180, 1577, 484, 1593]
gutter-fragment: 30 bbox=[46, 1002, 63, 1017]
directory-entry: — Preuss, C. E. G., 1/Fa C. F. A. Preuss & Sohn, neue ABC-Str. 1, ✉ 36 bbox=[180, 769, 500, 799]
directory-entry: — Aug., Maurer, Wrangelstr. 82 b, ✉ 30 bbox=[828, 592, 1081, 608]
directory-entry: Pribbe, Wilh., Arbtr., Grossmannstr. 42, ✉ 25 bbox=[504, 1298, 791, 1314]
directory-entry: — F. W., Alsterdamm 6, ✉ 1 bbox=[180, 1151, 355, 1167]
directory-entry: Priecke, Heinr., Arbtr., Lehmweg 40, ✉ 30 bbox=[828, 239, 1097, 255]
directory-entry: — H., Roonstr. 6, ✉ 30 bbox=[1135, 548, 1279, 564]
